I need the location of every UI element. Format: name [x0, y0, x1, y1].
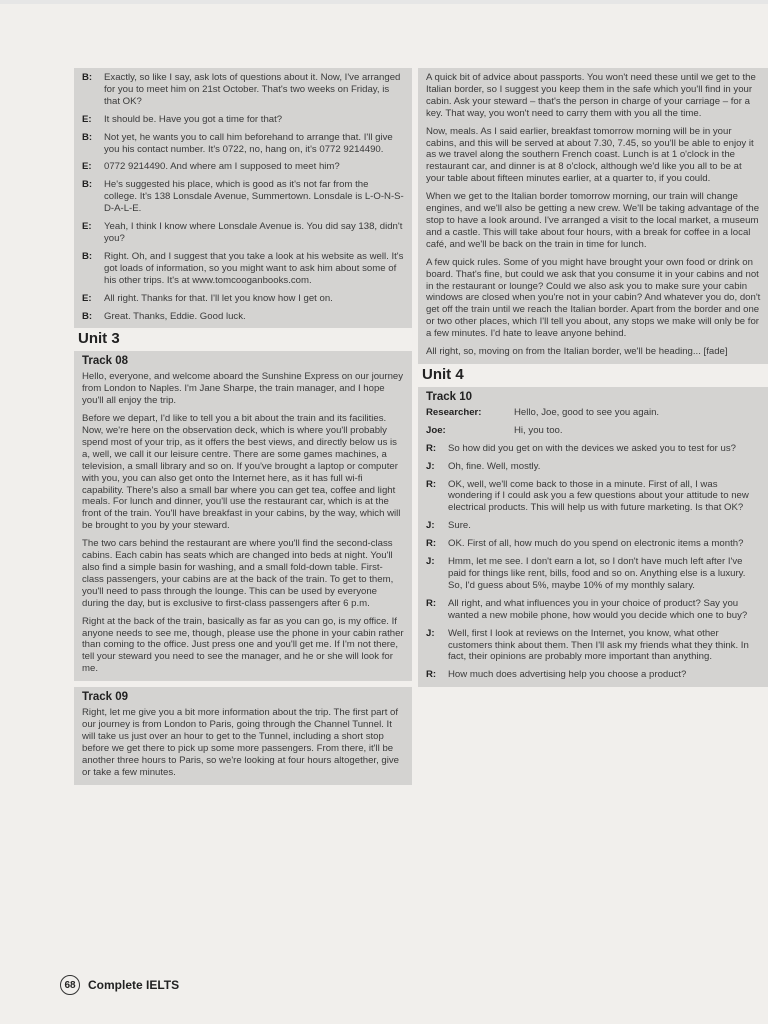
- dialogue-text: Hi, you too.: [514, 424, 563, 436]
- speaker-label: J:: [426, 556, 435, 568]
- speaker-label: B:: [82, 72, 93, 83]
- track-09-title: Track 09: [82, 691, 129, 704]
- paragraph: A few quick rules. Some of you might have brought your own food or drink on board. That's fine, but could we ask that you consume it in your cabins and not in the restaurant or lounge? Could we also ask you to make sure your cabin windows are closed when you're not in your cabin? And whatever you do, don't get off the train until we reach the Italian border. Apart from the border and one or two other places, which I'll tell you about, any stops we make will only be for a few minutes. I'd hate to leave anyone behind.: [426, 256, 761, 340]
- track-08-title: Track 08: [82, 355, 129, 368]
- speaker-label: B:: [82, 179, 93, 191]
- speaker-label: Researcher:: [426, 406, 482, 418]
- paragraph: The two cars behind the restaurant are where you'll find the second-class cabins. Each cabin has seats which are changed into beds at night. You'll also find a simple basin for washing, and a small fold-down table. First-class passengers, your cabins are at the back of the train. To get to them, you'll need to pass through the lounge. This can be used by everyone during the day, but is exclusive to first-class passengers after 6 p.m.: [82, 538, 394, 609]
- dialogue-line: [426, 520, 761, 532]
- dialogue-text: Hmm, let me see. I don't earn a lot, so I don't have much left after I've paid for things like rent, bills, food and so on. Anything else is a luxury. So, I'd guess about 5%, maybe 10% of my monthly salary.: [448, 556, 746, 591]
- paragraph: All right, so, moving on from the Italian border, we'll be heading... [fade]: [426, 346, 728, 358]
- speaker-label: J:: [426, 627, 435, 639]
- dialogue-text: OK. First of all, how much do you spend on electronic items a month?: [448, 538, 744, 550]
- dialogue-line: [82, 114, 404, 126]
- dialogue-text: Exactly, so like I say, ask lots of questions about it. Now, I've arranged for you to meet him on 21st October. That's two weeks on Friday, is that OK?: [104, 72, 401, 107]
- dialogue-text: Sure.: [448, 520, 471, 532]
- dialogue-text: OK, well, we'll come back to those in a minute. First of all, I was wondering if I could ask you a few questions about your attitude to new electrical products. This will help us with future marketing. Is that OK?: [448, 478, 749, 514]
- paragraph: Now, meals. As I said earlier, breakfast tomorrow morning will be in your cabins, and this will be served at about 7.30, 7.45, so you'll be able to enjoy it as we travel along the southern French coast. Lunch is at 1 o'clock in the restaurant car, and dinner is at 8 o'clock, although we'd like you all to be at your table about fifteen minutes earlier, at a quarter to, if you could.: [426, 125, 754, 185]
- dialogue-text: Great. Thanks, Eddie. Good luck.: [104, 310, 246, 322]
- dialogue-line: [82, 132, 404, 156]
- paragraph: Right at the back of the train, basically as far as you can go, is my office. If anyone needs to see me, though, please use the phone in your cabin rather than coming to the office. Just press one and you'll get me. If I'm not there, tell your steward you need to see the manager, and he or she will look for me.: [82, 615, 404, 675]
- unit-4-heading: Unit 4: [422, 365, 464, 383]
- left-column: [74, 68, 412, 785]
- dialogue-line: [426, 407, 761, 419]
- dialogue-line: [426, 425, 761, 437]
- right-column: [418, 68, 768, 687]
- dialogue-line: [82, 161, 404, 173]
- paragraph: Before we depart, I'd like to tell you a bit about the train and its facilities. Now, we're here on the observation deck, which is where you'll probably spend most of your trip, as it offers the best views, and directly below us is a, well, we call it our leisure centre. There are some games machines, a television, a small library and so on. If you've brought a laptop or computer with you, you can also get onto the Internet here, as it has full wi-fi capability. There's also a small bar where you can get tea, coffee and light meals. For lunch and dinner, you'll use the restaurant car, which is at the front of the train. You'll have breakfast in your cabins, by the way, which will be brought to you by your steward.: [82, 413, 401, 532]
- dialogue-box-unit2: [74, 68, 412, 328]
- speaker-label: E:: [82, 161, 92, 173]
- dialogue-text: Not yet, he wants you to call him beforehand to arrange that. I'll give you his contact number. It's 0722, no, hang on, it's 0772 9214490.: [104, 131, 393, 155]
- track-10-box: [418, 387, 768, 687]
- dialogue-line: [426, 461, 761, 473]
- dialogue-text: It should be. Have you got a time for that?: [104, 113, 283, 125]
- dialogue-text: How much does advertising help you choose a product?: [448, 669, 687, 681]
- speaker-label: J:: [426, 520, 435, 532]
- dialogue-text: He's suggested his place, which is good as it's not far from the college. It's 138 Lonsdale Avenue, Summertown. Lonsdale is L-O-N-S-D-A-L-E.: [104, 179, 404, 215]
- top-edge: [0, 0, 768, 4]
- dialogue-text: All right, and what influences you in your choice of product? Say you wanted a new mobile phone, how would you decide which one to buy?: [448, 597, 748, 621]
- speaker-label: E:: [82, 292, 92, 304]
- dialogue-line: [426, 669, 761, 681]
- speaker-label: E:: [82, 113, 92, 125]
- track-09-continued-box: [418, 68, 768, 364]
- dialogue-text: Oh, fine. Well, mostly.: [448, 460, 541, 472]
- track-09-box: [74, 687, 412, 784]
- speaker-label: B:: [82, 310, 93, 322]
- speaker-label: R:: [426, 478, 437, 490]
- paragraph: When we get to the Italian border tomorrow morning, our train will change engines, and we'll also be getting a new crew. We'll be taking advantage of the stop to have a look around. I've arranged a visit to the local market, a museum and a castle. This will take about four hours, with a break for coffee in a local café, and we'll be back on the train in time for lunch.: [426, 191, 760, 250]
- dialogue-line: [82, 221, 404, 245]
- dialogue-line: [426, 443, 761, 455]
- speaker-label: R:: [426, 538, 437, 550]
- dialogue-text: 0772 9214490. And where am I supposed to meet him?: [104, 161, 340, 173]
- track-08-box: [74, 351, 412, 681]
- speaker-label: Joe:: [426, 424, 446, 436]
- dialogue-line: [82, 72, 404, 108]
- dialogue-line: [426, 538, 761, 550]
- dialogue-text: All right. Thanks for that. I'll let you know how I get on.: [104, 292, 333, 304]
- paragraph: A quick bit of advice about passports. You won't need these until we get to the Italian border, so I suggest you keep them in the safe which you'll find in your cabin. Ask your steward – that's the person in charge of your carriage – for a key. That way, you won't need to carry them with you all the time.: [426, 72, 756, 119]
- dialogue-text: Well, first I look at reviews on the Internet, you know, what other customers think about them. Then I'll ask my friends what they think. In fact, their opinions are probably more important than anything.: [448, 627, 749, 663]
- speaker-label: B:: [82, 131, 93, 143]
- speaker-label: E:: [82, 221, 92, 233]
- dialogue-text: Yeah, I think I know where Lonsdale Avenue is. You did say 138, didn't you?: [104, 221, 403, 244]
- dialogue-line: [82, 251, 404, 287]
- speaker-label: R:: [426, 669, 437, 681]
- speaker-label: B:: [82, 250, 93, 262]
- dialogue-line: [426, 479, 761, 515]
- dialogue-text: Right. Oh, and I suggest that you take a look at his website as well. It's got loads of information, so you might want to ask him about some of his other trips. It's at www.tomcooganbooks.com.: [104, 250, 404, 286]
- speaker-label: J:: [426, 460, 435, 472]
- speaker-label: R:: [426, 442, 437, 454]
- page-number: 68: [60, 975, 80, 995]
- unit-3-heading: Unit 3: [78, 330, 120, 348]
- dialogue-text: So how did you get on with the devices we asked you to test for us?: [448, 442, 736, 454]
- speaker-label: R:: [426, 597, 437, 609]
- dialogue-line: [82, 311, 404, 323]
- track-10-title: Track 10: [426, 390, 473, 403]
- dialogue-line: [426, 556, 761, 592]
- dialogue-line: [82, 293, 404, 305]
- dialogue-text: Hello, Joe, good to see you again.: [514, 406, 660, 418]
- page-footer: [60, 975, 179, 995]
- paragraph: Hello, everyone, and welcome aboard the Sunshine Express on our journey from London to Naples. I'm Jane Sharpe, the train manager, and I hope you'll all enjoy the trip.: [82, 371, 404, 407]
- book-title: Complete IELTS: [88, 978, 180, 992]
- dialogue-line: [426, 598, 761, 622]
- paragraph: Right, let me give you a bit more information about the trip. The first part of our journey is from London to Paris, going through the Channel Tunnel. It will take us just over an hour to get to the Tunnel, including a short stop before we get there to pick up some more passengers. From there, it'll be another three hours to Paris, so we're looking at four hours altogether, give or take a few minutes.: [82, 707, 400, 778]
- dialogue-line: [82, 179, 404, 215]
- dialogue-line: [426, 628, 761, 664]
